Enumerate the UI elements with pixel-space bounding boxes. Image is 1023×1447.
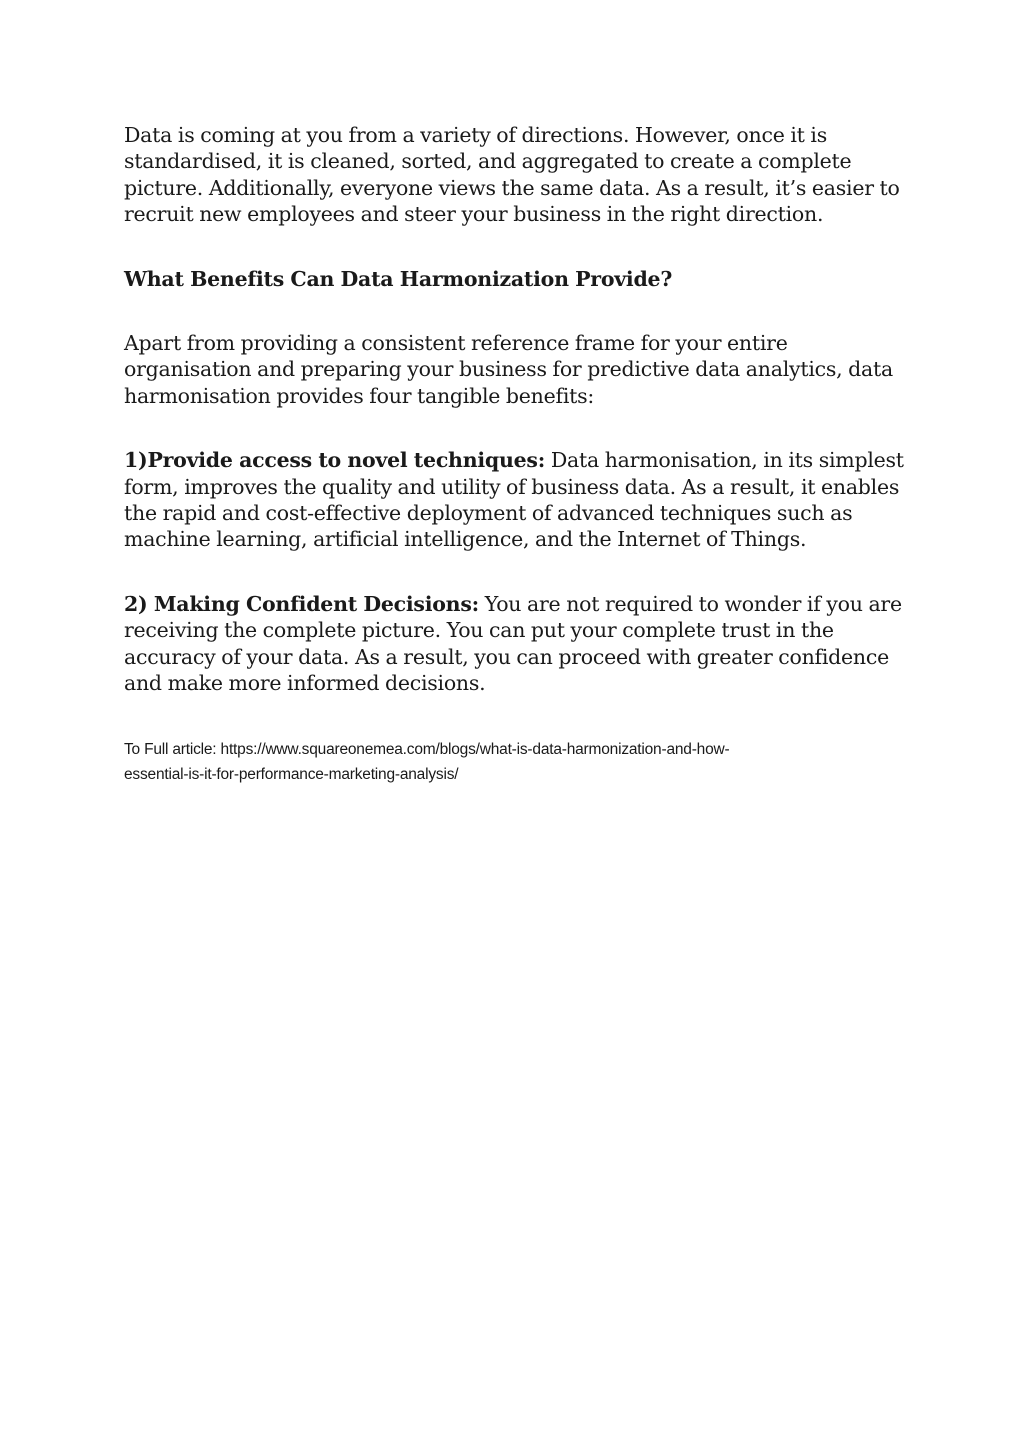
benefit-text: You are not required to wonder if you are receiving the complete picture. You can put your complete trust in the accuracy of your data. As a result, you can proceed with greater confidence and make more informed decisions. [124, 591, 902, 696]
section-heading: What Benefits Can Data Harmonization Provide? [124, 266, 673, 291]
benefit-item [124, 591, 904, 697]
benefit-title: 1)Provide access to novel techniques: [124, 448, 546, 473]
benefits-intro-paragraph: Apart from providing a consistent reference frame for your entire organisation and preparing your business for predictive data analytics, data harmonisation provides four tangible benefits: [124, 331, 893, 408]
full-article-line-2[interactable]: essential-is-it-for-performance-marketing-analysis/ [124, 766, 459, 783]
intro-paragraph: Data is coming at you from a variety of directions. However, once it is standardised, it is cleaned, sorted, and aggregated to create a complete picture. Additionally, everyone views the same data. As a result, it’s easier to recruit new employees and steer your business in the right direction. [124, 123, 900, 227]
document-page [124, 122, 904, 788]
benefit-item [124, 447, 904, 553]
full-article-line-1[interactable]: To Full article: https://www.squareonemea.com/blogs/what-is-data-harmonization-and-how- [124, 740, 730, 758]
full-article-link[interactable] [124, 737, 854, 788]
benefit-text: Data harmonisation, in its simplest form, improves the quality and utility of business data. As a result, it enables the rapid and cost-effective deployment of advanced techniques such as machine learning, artificial intelligence, and the Internet of Things. [124, 448, 904, 552]
benefit-title: 2) Making Confident Decisions: [124, 591, 479, 616]
